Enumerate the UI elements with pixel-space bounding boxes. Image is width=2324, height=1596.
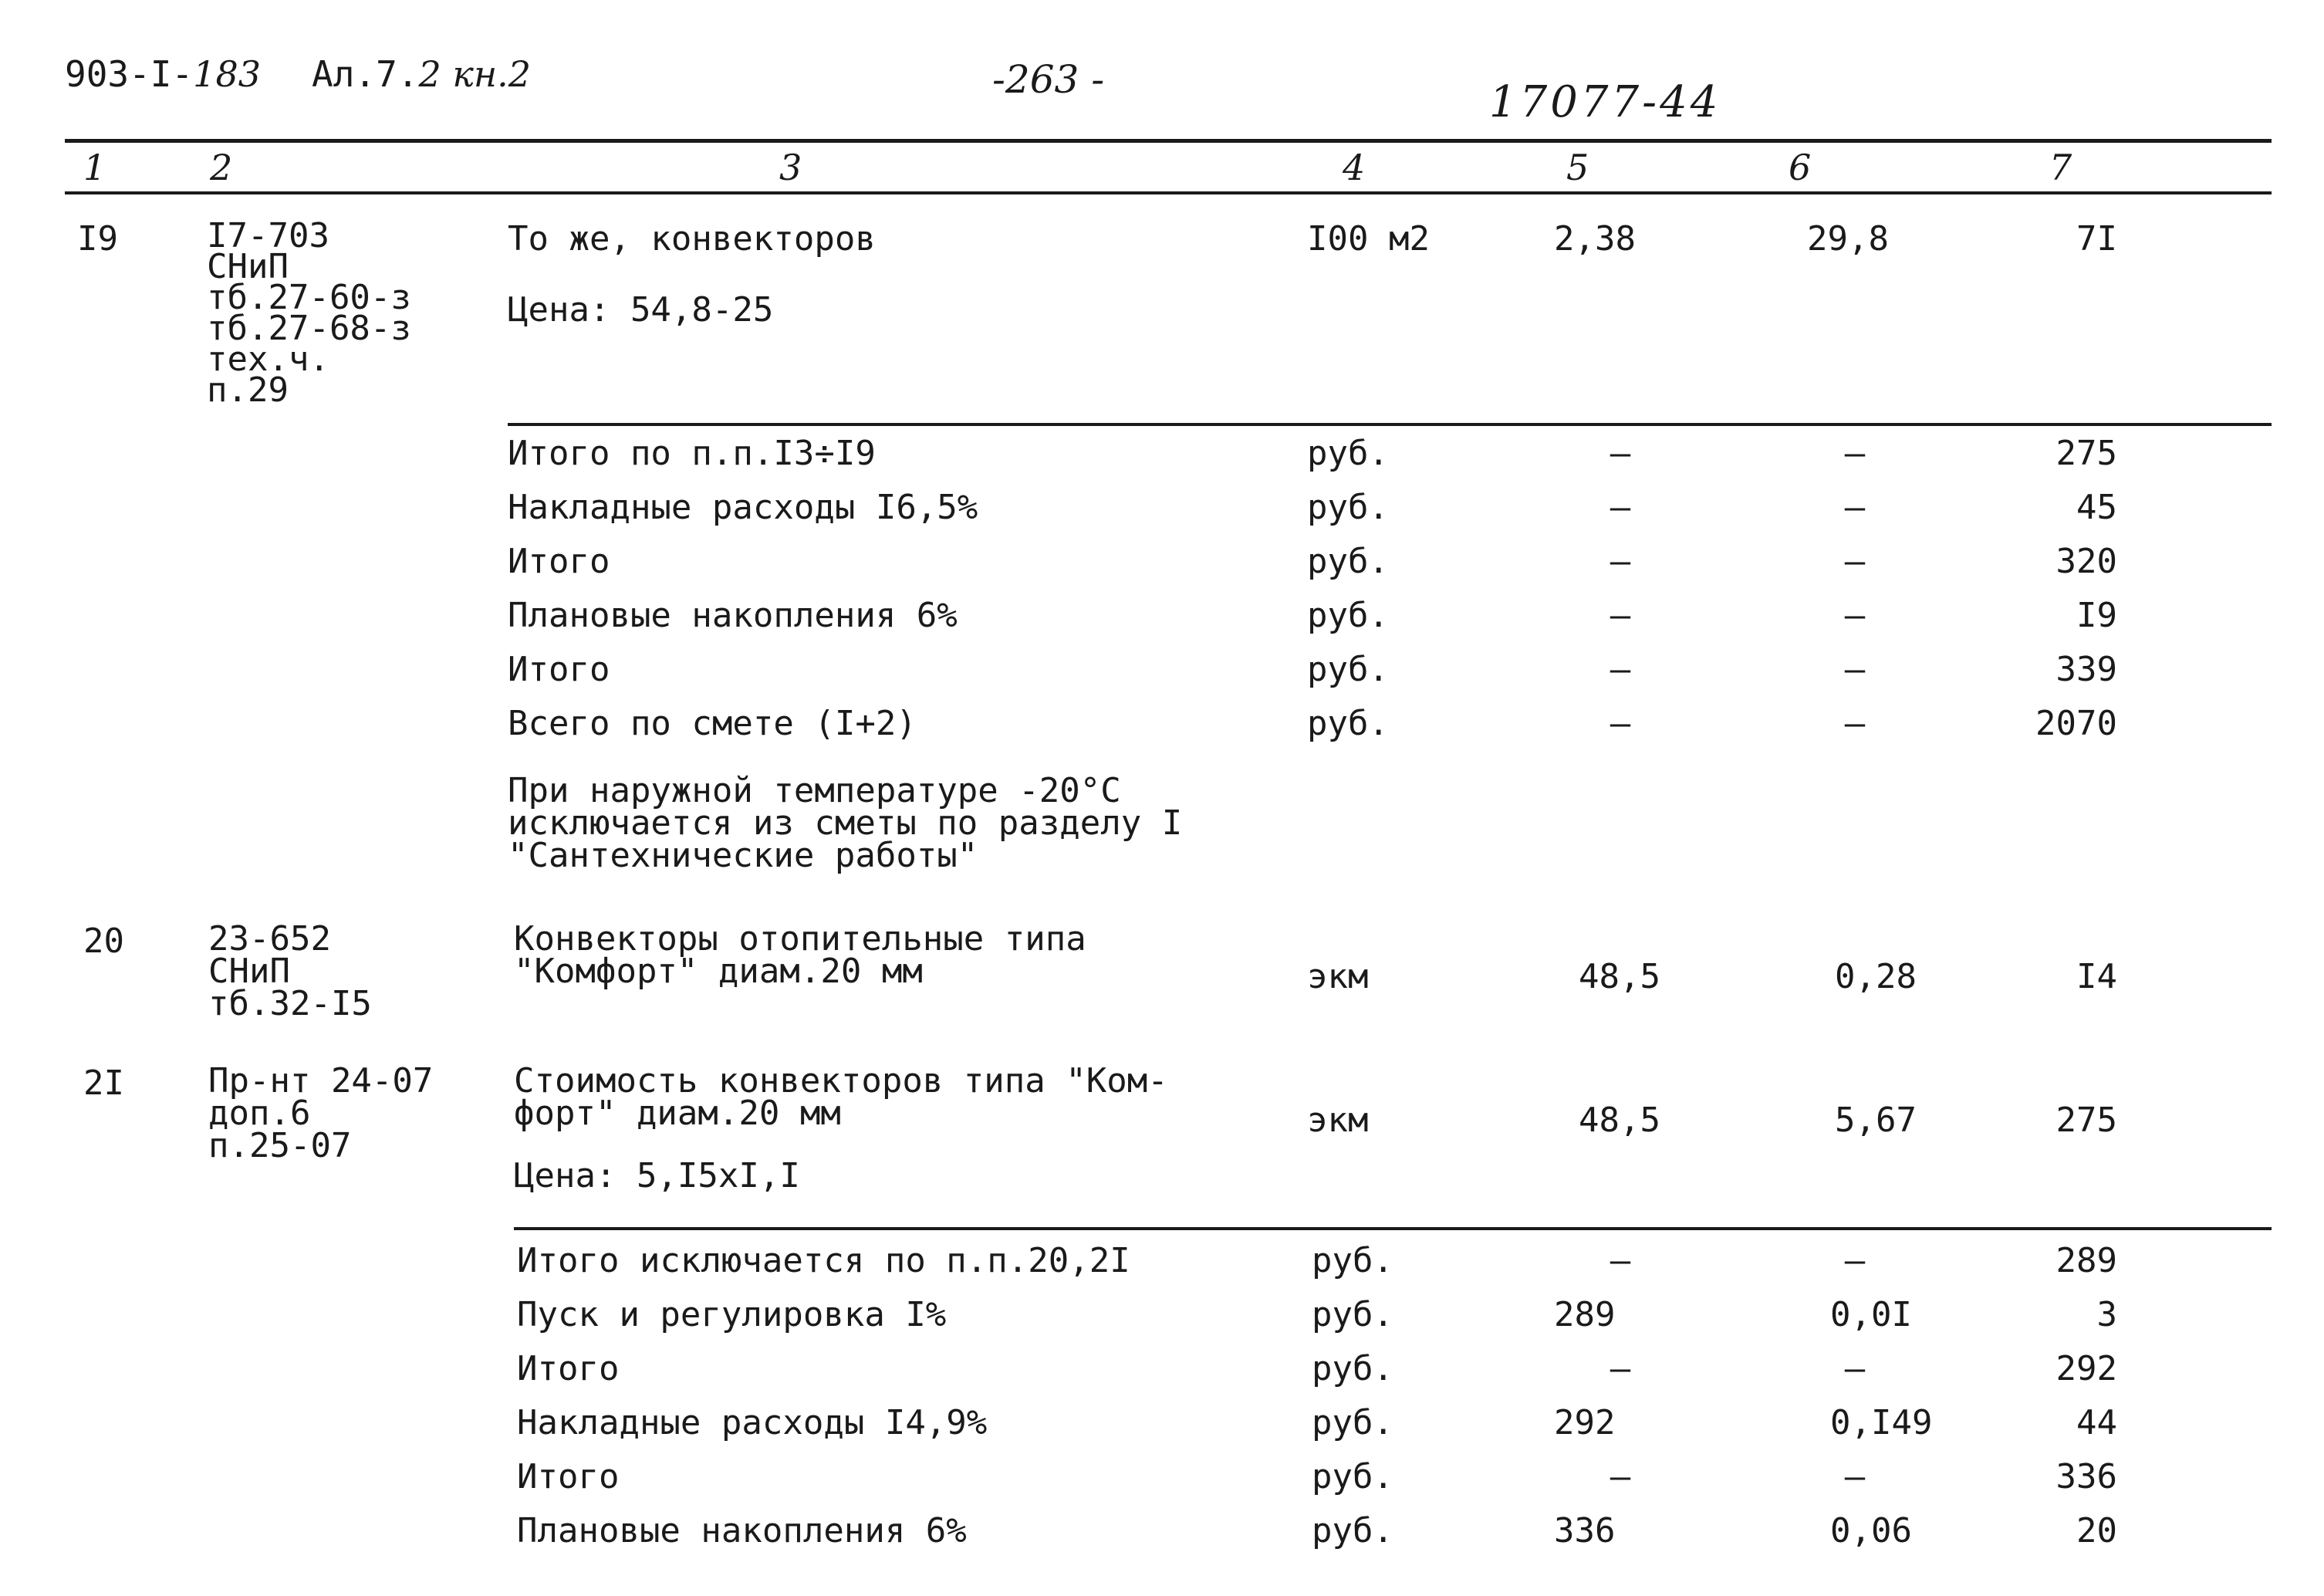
total-qty: – (1610, 1349, 1631, 1388)
total-desc: Итого (517, 1457, 620, 1496)
subtotal-rule-1 (508, 423, 2272, 426)
row-code: 23-652 СНиП тб.32-I5 (208, 919, 372, 1023)
row-qty: 48,5 (1579, 957, 1660, 996)
row-number: I9 (77, 219, 118, 259)
row-sum: 7I (2076, 219, 2117, 259)
total-qty: – (1610, 542, 1631, 581)
total-unit: руб. (1307, 650, 1389, 689)
total-rate: – (1844, 1349, 1866, 1388)
total-desc: Плановые накопления 6% (517, 1511, 967, 1550)
total-rate: 0,06 (1830, 1511, 1912, 1550)
total-sum: 292 (2055, 1349, 2117, 1388)
total-rate: – (1844, 488, 1866, 527)
grand-total-desc: Всего по смете (I+2) (508, 704, 917, 743)
col-header-1: 1 (83, 147, 106, 188)
total-desc: Итого (508, 650, 610, 689)
total-sum: 45 (2076, 488, 2117, 527)
total-unit: руб. (1312, 1403, 1393, 1442)
total-unit: руб. (1312, 1511, 1393, 1550)
row-sum: 275 (2055, 1101, 2117, 1140)
total-desc: Итого (508, 542, 610, 581)
total-rate: – (1844, 1241, 1866, 1280)
row-unit: экм (1307, 1101, 1369, 1140)
col-header-2: 2 (210, 147, 233, 188)
total-desc: Накладные расходы I4,9% (517, 1403, 988, 1442)
row-rate: 29,8 (1807, 219, 1889, 259)
total-sum: I9 (2076, 596, 2117, 635)
header-top-rule (65, 139, 2272, 143)
doc-id-handwritten: 183 (193, 53, 261, 95)
total-qty: – (1610, 704, 1631, 743)
total-qty: 289 (1554, 1295, 1616, 1334)
album-handwritten: 2 кн.2 (418, 53, 532, 95)
row-sum: I4 (2076, 957, 2117, 996)
total-qty: 292 (1554, 1403, 1616, 1442)
row-description: Конвекторы отопительные типа "Комфорт" диам.20 мм (514, 919, 1086, 991)
total-unit: руб. (1307, 542, 1389, 581)
total-qty: – (1610, 650, 1631, 689)
total-sum: 20 (2076, 1511, 2117, 1550)
album-ref (312, 53, 532, 95)
col-header-7: 7 (2049, 147, 2072, 188)
row-description: То же, конвекторов (508, 219, 876, 259)
total-qty: – (1610, 488, 1631, 527)
col-header-4: 4 (1343, 147, 1366, 188)
total-sum: 3 (2096, 1295, 2117, 1334)
total-rate: 0,I49 (1830, 1403, 1933, 1442)
subtotal-rule-2 (514, 1227, 2272, 1230)
doc-id-typed: 903-I- (65, 53, 194, 95)
col-header-3: 3 (779, 147, 802, 188)
total-sum: 320 (2055, 542, 2117, 581)
total-rate: – (1844, 650, 1866, 689)
total-sum: 275 (2055, 434, 2117, 473)
total-rate: 0,0I (1830, 1295, 1912, 1334)
total-unit: руб. (1312, 1349, 1393, 1388)
total-desc: Плановые накопления 6% (508, 596, 958, 635)
total-desc: Итого по п.п.I3÷I9 (508, 434, 876, 473)
total-qty: – (1610, 434, 1631, 473)
col-header-6: 6 (1789, 147, 1812, 188)
row-qty: 2,38 (1554, 219, 1636, 259)
total-rate: – (1844, 434, 1866, 473)
row-unit: экм (1307, 957, 1369, 996)
order-number: 17077-44 (1489, 77, 1721, 127)
total-sum: 336 (2055, 1457, 2117, 1496)
total-sum: 339 (2055, 650, 2117, 689)
total-desc: Накладные расходы I6,5% (508, 488, 978, 527)
total-rate: – (1844, 1457, 1866, 1496)
total-qty: – (1610, 1457, 1631, 1496)
page-number: -263 - (992, 57, 1105, 102)
exclusion-note: При наружной температуре -20°С исключается из сметы по разделу I "Сантехнические работы" (508, 771, 1183, 875)
total-rate: – (1844, 704, 1866, 743)
total-qty: – (1610, 1241, 1631, 1280)
total-qty: 336 (1554, 1511, 1616, 1550)
album-typed: Ал.7. (312, 53, 419, 95)
doc-id (65, 53, 261, 95)
total-desc: Пуск и регулировка I% (517, 1295, 947, 1334)
header-bottom-rule (65, 191, 2272, 194)
total-unit: руб. (1312, 1295, 1393, 1334)
total-sum: 44 (2076, 1403, 2117, 1442)
total-unit: руб. (1312, 1457, 1393, 1496)
total-unit: руб. (1307, 434, 1389, 473)
row-unit: I00 м2 (1307, 219, 1430, 259)
total-desc: Итого (517, 1349, 620, 1388)
row-rate: 0,28 (1835, 957, 1917, 996)
row-qty: 48,5 (1579, 1101, 1660, 1140)
row-description: Стоимость конвекторов типа "Ком- форт" диам.20 мм (514, 1061, 1168, 1133)
total-unit: руб. (1307, 596, 1389, 635)
total-desc: Итого исключается по п.п.20,2I (517, 1241, 1130, 1280)
row-rate: 5,67 (1835, 1101, 1917, 1140)
total-qty: – (1610, 596, 1631, 635)
row-price: Цена: 5,I5хI,I (514, 1156, 800, 1195)
total-rate: – (1844, 542, 1866, 581)
row-number: 2I (83, 1063, 124, 1103)
row-code: Пр-нт 24-07 доп.6 п.25-07 (208, 1061, 434, 1165)
row-number: 20 (83, 921, 124, 961)
row-price: Цена: 54,8-25 (508, 290, 774, 330)
total-rate: – (1844, 596, 1866, 635)
total-sum: 289 (2055, 1241, 2117, 1280)
row-code: I7-703 СНиП тб.27-60-з тб.27-68-з тех.ч. п.29 (207, 216, 411, 410)
total-unit: руб. (1307, 704, 1389, 743)
col-header-5: 5 (1566, 147, 1589, 188)
total-unit: руб. (1312, 1241, 1393, 1280)
total-unit: руб. (1307, 488, 1389, 527)
grand-total-sum: 2070 (2035, 704, 2117, 743)
